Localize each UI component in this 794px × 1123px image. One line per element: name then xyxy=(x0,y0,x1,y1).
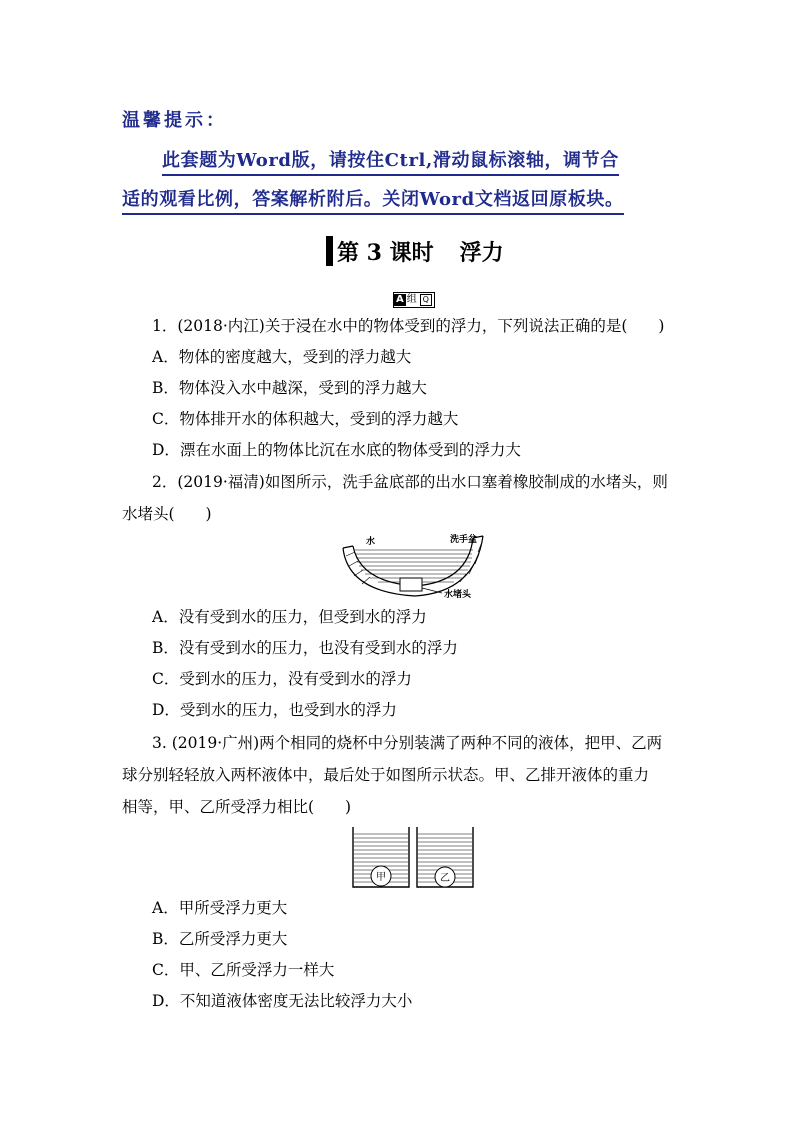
lesson-number: 第 3 课时 xyxy=(337,239,434,266)
question-2-option-d: D．受到水的压力，也受到水的浮力 xyxy=(152,701,397,719)
question-2-option-b: B．没有受到水的压力，也没有受到水的浮力 xyxy=(152,639,458,657)
question-1-option-d: D．漂在水面上的物体比沉在水底的物体受到的浮力大 xyxy=(152,441,521,459)
question-2-option-a: A．没有受到水的压力，但受到水的浮力 xyxy=(152,608,427,626)
lesson-topic: 浮力 xyxy=(459,239,504,266)
beakers-diagram xyxy=(350,826,476,890)
tip-line-2: 适的观看比例，答案解析附后。关闭Word文档返回原板块。 xyxy=(122,189,624,215)
ball-yi-label: 乙 xyxy=(440,873,450,884)
ball-jia-label: 甲 xyxy=(376,872,386,883)
beaker-left xyxy=(353,827,409,887)
question-1-stem: 1．(2018·内江)关于浸在水中的物体受到的浮力，下列说法正确的是( ) xyxy=(152,317,665,335)
question-1-option-c: C．物体排开水的体积越大，受到的浮力越大 xyxy=(152,410,459,428)
group-badge xyxy=(393,292,435,308)
water-label: 水 xyxy=(366,537,376,547)
question-3-option-c: C．甲、乙所受浮力一样大 xyxy=(152,961,335,979)
question-3-option-b: B．乙所受浮力更大 xyxy=(152,930,288,948)
lesson-bar-decoration xyxy=(326,236,333,266)
tip-title: 温馨提示： xyxy=(122,110,227,131)
beaker-right xyxy=(417,827,473,887)
lesson-title xyxy=(326,236,504,266)
question-3-stem-line-1: 3. (2019·广州)两个相同的烧杯中分别装满了两种不同的液体，把甲、乙两 xyxy=(152,734,663,752)
question-3-stem-line-2: 球分别轻轻放入两杯液体中，最后处于如图所示状态。甲、乙排开液体的重力 xyxy=(122,766,650,784)
question-1-option-b: B．物体没入水中越深，受到的浮力越大 xyxy=(152,379,427,397)
group-letter: A xyxy=(396,294,404,305)
question-2-stem-line-2: 水堵头( ) xyxy=(122,505,212,523)
group-label: 组 xyxy=(406,294,417,305)
question-2-option-c: C．受到水的压力，没有受到水的浮力 xyxy=(152,670,412,688)
plug-label: 水堵头 xyxy=(444,590,472,600)
question-3-stem-line-3: 相等，甲、乙所受浮力相比( ) xyxy=(122,798,352,816)
search-icon: Q xyxy=(420,294,432,306)
tip-line-1: 此套题为Word版，请按住Ctrl,滑动鼠标滚轴，调节合 xyxy=(162,150,619,176)
question-3-option-a: A．甲所受浮力更大 xyxy=(152,899,288,917)
basin-diagram xyxy=(340,530,490,602)
basin-label: 洗手盆 xyxy=(450,535,478,545)
question-1-option-a: A．物体的密度越大，受到的浮力越大 xyxy=(152,348,412,366)
plug-shape xyxy=(400,578,422,591)
question-2-stem-line-1: 2．(2019·福清)如图所示，洗手盆底部的出水口塞着橡胶制成的水堵头，则 xyxy=(152,473,668,491)
question-3-option-d: D．不知道液体密度无法比较浮力大小 xyxy=(152,992,413,1010)
